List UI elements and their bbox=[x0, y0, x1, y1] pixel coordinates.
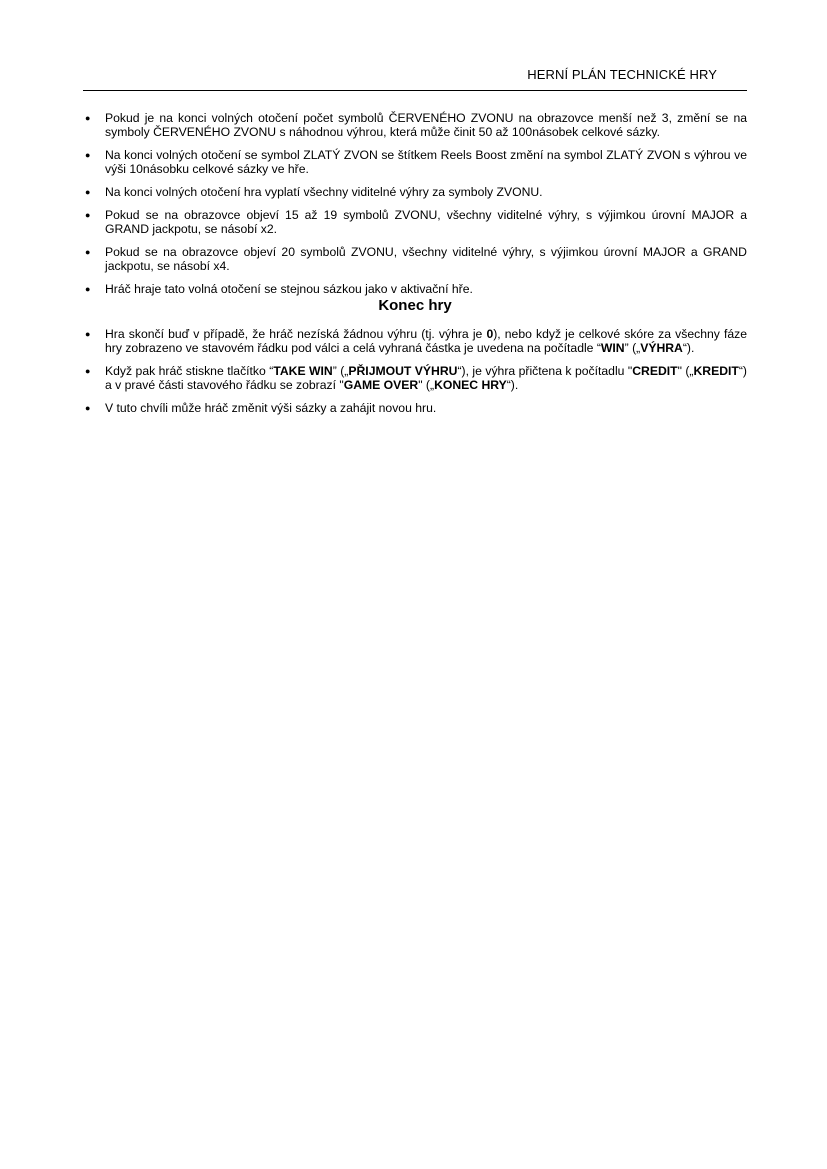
text-segment: “). bbox=[682, 341, 695, 355]
bold-term: TAKE WIN bbox=[273, 364, 333, 378]
text-segment: Hra skončí buď v případě, že hráč nezíská žádnou výhru (tj. výhra je bbox=[105, 327, 487, 341]
list-item: ● Na konci volných otočení hra vyplatí všechny viditelné výhry za symboly ZVONU. bbox=[83, 185, 747, 199]
text-segment: “). bbox=[506, 378, 519, 392]
page-header-title: HERNÍ PLÁN TECHNICKÉ HRY bbox=[527, 67, 717, 82]
bold-term: CREDIT bbox=[632, 364, 678, 378]
text-segment: “) a v pravé části stavového řádku se zobrazí " bbox=[105, 364, 747, 392]
section-title-end-of-game: Konec hry bbox=[378, 297, 452, 314]
list-item: ● Pokud se na obrazovce objeví 20 symbolů ZVONU, všechny viditelné výhry, s výjimkou úrovní MAJOR a GRAND jackpotu, se násobí x4. bbox=[83, 245, 747, 273]
text-segment: Když pak hráč stiskne tlačítko “ bbox=[105, 364, 274, 378]
bold-term: KONEC HRY bbox=[434, 378, 507, 392]
list-item: ● V tuto chvíli může hráč změnit výši sázky a zahájit novou hru. bbox=[83, 401, 747, 415]
bold-term: PŘIJMOUT VÝHRU bbox=[348, 364, 458, 378]
list-item: ● Hráč hraje tato volná otočení se stejnou sázkou jako v aktivační hře. bbox=[83, 282, 747, 296]
list-item bbox=[83, 327, 747, 355]
end-of-game-list bbox=[83, 327, 747, 415]
list-item: ● Na konci volných otočení se symbol ZLATÝ ZVON se štítkem Reels Boost změní na symbol ZLATÝ ZVON s výhrou ve výši 10násobku celkové sázky ve hře. bbox=[83, 148, 747, 176]
text-segment: ), nebo když je celkové skóre za všechny fáze hry zobrazeno ve stavovém řádku pod válci a celá vyhraná částka je uvedena na počítadle “ bbox=[105, 327, 747, 355]
document-body bbox=[83, 111, 747, 424]
bold-term: 0 bbox=[486, 327, 494, 341]
text-segment: " („ bbox=[418, 378, 435, 392]
text-segment: ” („ bbox=[624, 341, 641, 355]
text-segment: “), je výhra přičtena k počítadlu " bbox=[457, 364, 633, 378]
text-segment: ” („ bbox=[332, 364, 349, 378]
list-item: ● Pokud je na konci volných otočení počet symbolů ČERVENÉHO ZVONU na obrazovce menší než 3, změní se na symboly ČERVENÉHO ZVONU s náhodnou výhrou, která může činit 50 až 100násobek celkové sázky. bbox=[83, 111, 747, 139]
bold-term: GAME OVER bbox=[343, 378, 419, 392]
bold-term: VÝHRA bbox=[640, 341, 683, 355]
header-divider bbox=[83, 90, 747, 91]
bold-term: KREDIT bbox=[693, 364, 739, 378]
list-item: ● Pokud se na obrazovce objeví 15 až 19 symbolů ZVONU, všechny viditelné výhry, s výjimkou úrovní MAJOR a GRAND jackpotu, se násobí x2. bbox=[83, 208, 747, 236]
free-spins-rules-list bbox=[83, 111, 747, 296]
list-item bbox=[83, 364, 747, 392]
bold-term: WIN bbox=[600, 341, 625, 355]
text-segment: " („ bbox=[677, 364, 694, 378]
